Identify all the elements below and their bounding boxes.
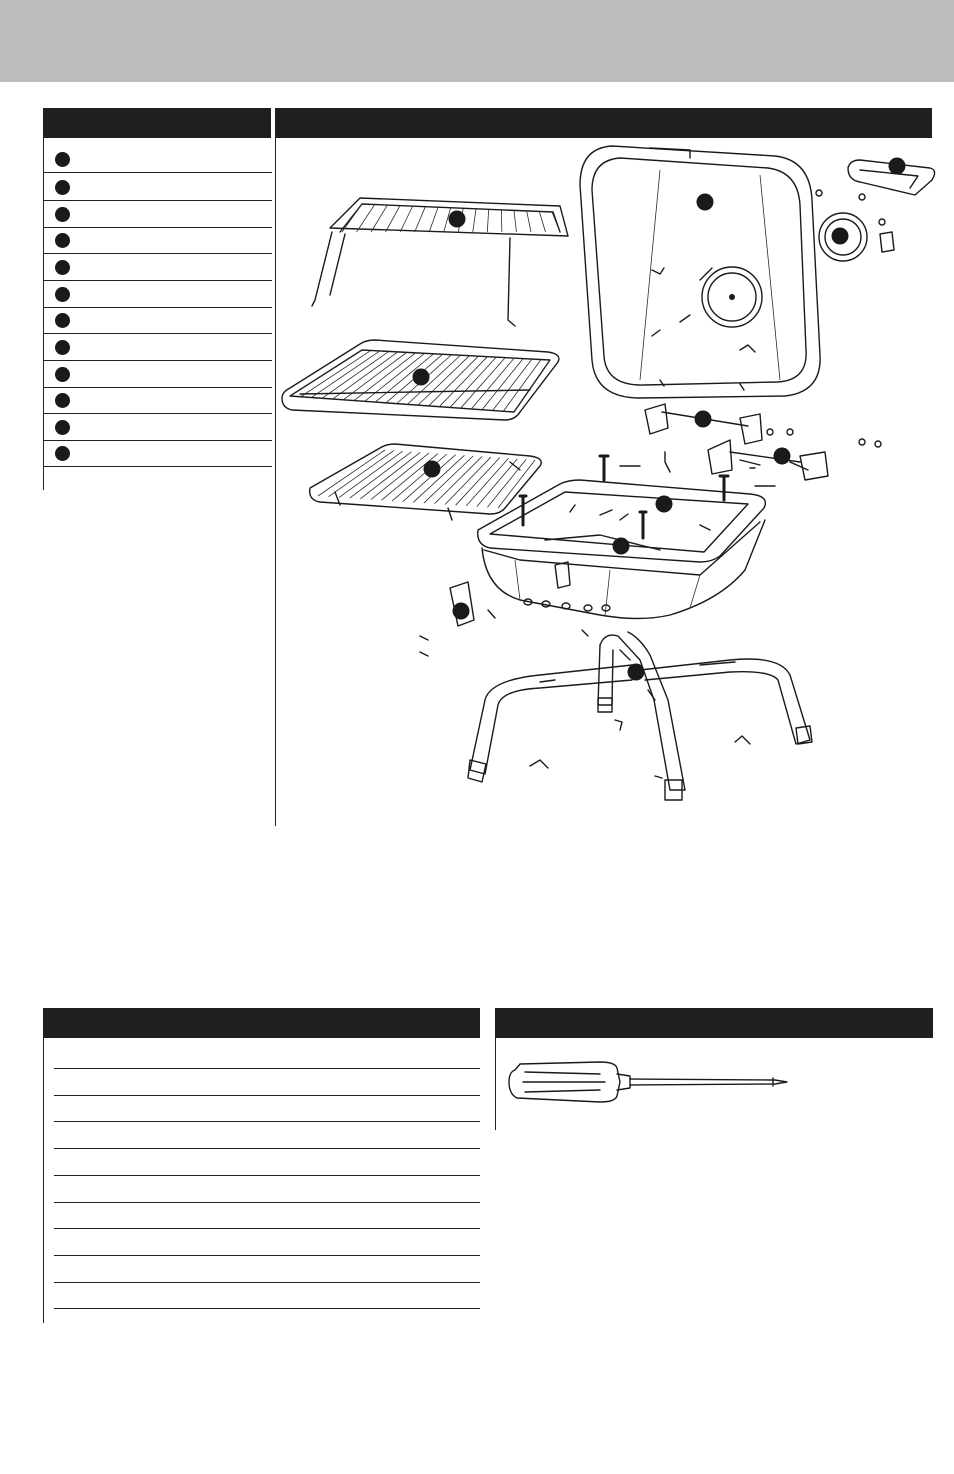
charcoal-grate-icon — [310, 444, 542, 520]
grill-lid-icon — [580, 146, 820, 398]
callout-marker — [613, 538, 630, 555]
phillips-screwdriver-icon — [505, 1052, 805, 1112]
callout-marker — [628, 664, 645, 681]
callout-marker — [656, 496, 673, 513]
hardware-list-left-border — [43, 1038, 44, 1323]
callout-marker — [774, 448, 791, 465]
lid-vent-icon — [819, 213, 894, 261]
tools-left-border — [495, 1038, 496, 1130]
callout-marker — [695, 411, 712, 428]
hardware-list-header — [43, 1008, 480, 1038]
tools-header — [495, 1008, 933, 1038]
hardware-list-row — [54, 1229, 480, 1256]
callout-marker — [413, 369, 430, 386]
hinge-icon — [645, 404, 881, 480]
hardware-list-row — [54, 1256, 480, 1283]
hardware-list-row — [54, 1282, 480, 1309]
callout-marker — [697, 194, 714, 211]
hardware-list-row — [54, 1149, 480, 1176]
hardware-list-row — [54, 1176, 480, 1203]
hardware-list-row — [54, 1202, 480, 1229]
hardware-list-row — [54, 1069, 480, 1096]
callout-marker — [424, 461, 441, 478]
leg-assembly-icon — [468, 632, 812, 800]
callout-marker — [453, 603, 470, 620]
hardware-list-row — [54, 1122, 480, 1149]
hardware-list-row — [54, 1095, 480, 1122]
callout-marker — [889, 158, 906, 175]
warming-rack-icon — [312, 198, 568, 326]
hardware-list-row — [54, 1042, 480, 1069]
lid-handle-icon — [816, 160, 935, 200]
row-divider — [54, 1308, 480, 1309]
callout-marker — [449, 211, 466, 228]
callout-marker — [832, 228, 849, 245]
